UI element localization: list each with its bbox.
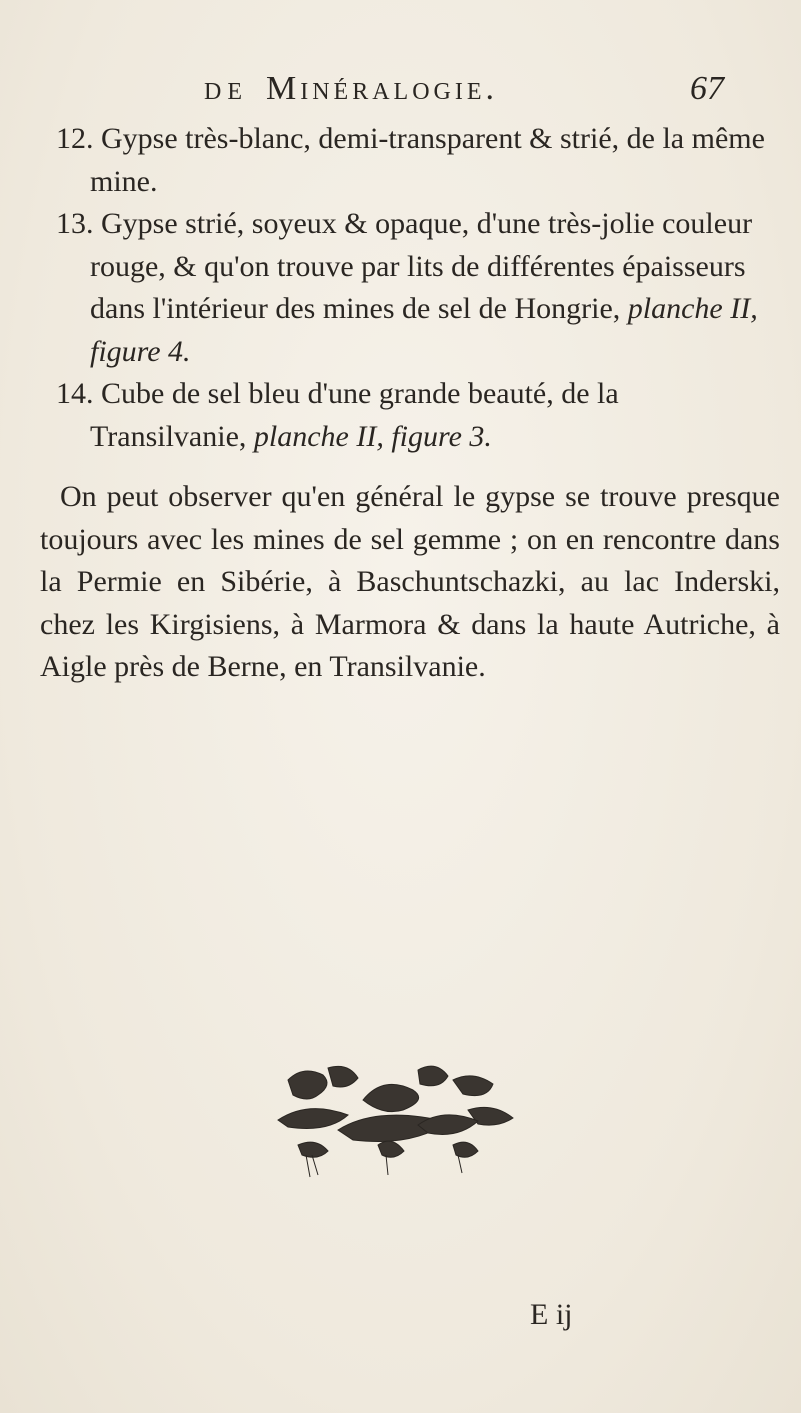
running-head-prefix: DE [204, 79, 248, 105]
catalog-entry-13 [40, 203, 780, 373]
entry-number: 14. [56, 377, 94, 410]
entry-text: Gypse très-blanc, demi-transparent & strié, de la même mine. [90, 122, 765, 198]
catalog-entry-12 [40, 118, 780, 203]
catalog-entry-14 [40, 373, 780, 458]
body-paragraph: On peut observer qu'en général le gypse se trouve presque toujours avec les mines de sel gemme ; on en rencontre dans la Permie en Sibérie, à Baschuntschazki, au lac Inderski, chez les Kirgisiens, à Marmora & dans la haute Autriche, à Aigle près de Berne, en Transilvanie. [40, 480, 780, 683]
running-head [204, 70, 724, 120]
floral-ornament-icon [268, 1060, 528, 1180]
entry-number: 13. [56, 207, 94, 240]
page-body [40, 118, 780, 689]
page-number: 67 [690, 70, 724, 107]
entry-text: Gypse strié, soyeux & opaque, d'une très-jolie couleur rouge, & qu'on trouve par lits de différentes épaisseurs dans l'intérieur des mines de sel de Hongrie, [90, 207, 753, 325]
signature-mark: E ij [530, 1298, 573, 1331]
plate-reference: planche II, figure 4. [90, 292, 758, 368]
running-head-title: Minéralogie. [266, 70, 499, 107]
plate-reference: planche II, figure 3. [253, 419, 492, 453]
entry-text: Cube de sel bleu d'une grande beauté, de la Transilvanie, [90, 377, 619, 453]
entry-number: 12. [56, 122, 94, 155]
